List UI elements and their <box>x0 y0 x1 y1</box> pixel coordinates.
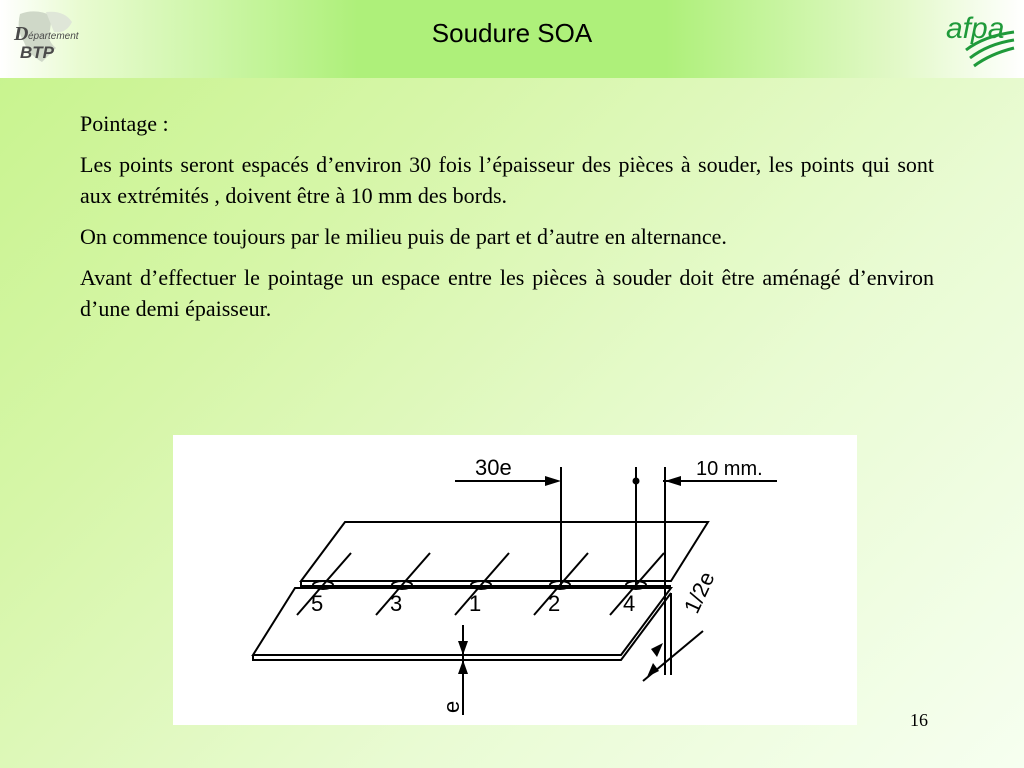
page-title: Soudure SOA <box>431 18 593 48</box>
svg-text:afpa: afpa <box>946 12 1005 45</box>
point-label-5: 5 <box>311 591 324 616</box>
svg-text:BTP: BTP <box>20 43 54 62</box>
paragraph-order: On commence toujours par le milieu puis de part et d’autre en alternance. <box>80 224 727 249</box>
svg-text:D: D <box>14 23 29 45</box>
point-label-1: 1 <box>469 591 482 616</box>
point-label-4: 4 <box>623 591 636 616</box>
header-bar <box>0 0 1024 78</box>
tack-welding-diagram <box>173 435 857 725</box>
content-area <box>80 108 934 334</box>
afpa-logo <box>944 6 1018 70</box>
spacing-label: 30e <box>475 455 512 480</box>
thickness-label: e <box>439 700 464 713</box>
paragraph-spacing: Les points seront espacés d’environ 30 fois l’épaisseur des pièces à souder, les points qui sont aux extrémités , doivent être à 10 mm des bords. <box>80 152 934 208</box>
page-number: 16 <box>910 710 928 730</box>
section-heading: Pointage : <box>80 111 169 136</box>
svg-text:épartement: épartement <box>28 31 79 42</box>
point-label-2: 2 <box>548 591 561 616</box>
paragraph-gap: Avant d’effectuer le pointage un espace entre les pièces à souder doit être aménagé d’environ d’une demi épaisseur. <box>80 265 934 321</box>
gap-label: 1/2e <box>678 567 720 618</box>
point-label-3: 3 <box>390 591 403 616</box>
edge-distance-label: 10 mm. <box>696 458 763 480</box>
